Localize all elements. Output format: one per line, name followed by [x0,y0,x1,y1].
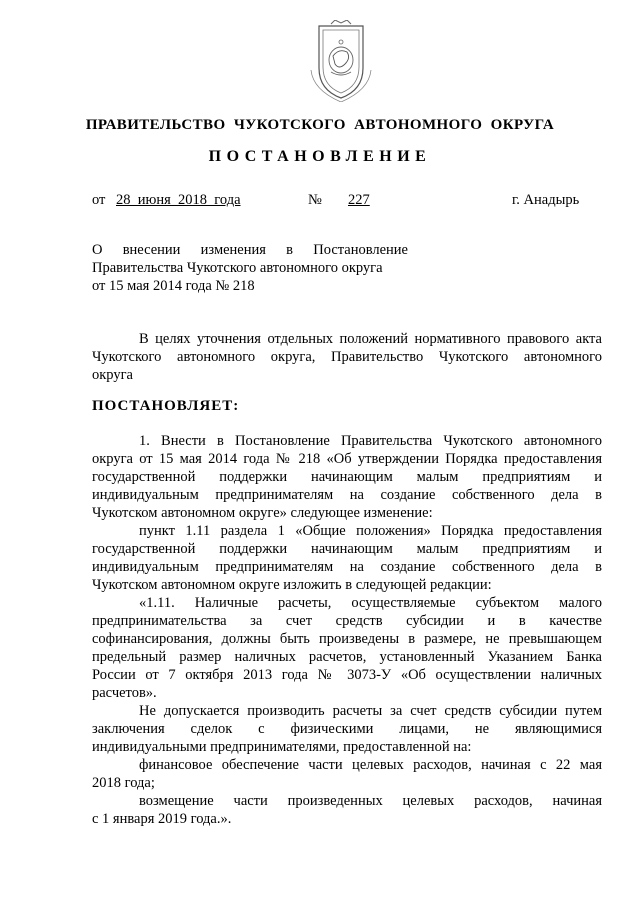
paragraph-line: с 1 января 2019 года.». [92,811,232,827]
paragraph-line: пункт 1.11 раздела 1 «Общие положения» Порядка предоставления [139,523,602,539]
paragraph-line: 1. Внести в Постановление Правительства Чукотского автономного [139,433,602,449]
coat-of-arms-icon [305,20,377,102]
paragraph-line: расчетов». [92,685,157,701]
paragraph-line: индивидуальными предпринимателями, предоставленной на: [92,739,472,755]
document-subject [92,241,408,295]
paragraph-line: 2018 года; [92,775,155,791]
preamble [92,330,602,384]
preamble-line: Чукотского автономного округа, Правительство Чукотского автономного [92,349,602,365]
paragraph-line: финансовое обеспечение части целевых расходов, начиная с 22 мая [139,757,602,773]
document-date [110,191,273,209]
subject-line: Правительства Чукотского автономного округа [92,260,383,276]
paragraph-line: округа от 15 мая 2014 года № 218 «Об утверждении Порядка предоставления [92,451,602,467]
paragraph-line: Чукотском автономном округе» следующее изменение: [92,505,433,521]
paragraph-line: Чукотском автономном округе изложить в следующей редакции: [92,577,492,593]
document-number [328,191,398,209]
subject-line: от 15 мая 2014 года № 218 [92,278,255,294]
subject-line: О внесении изменения в Постановление [92,242,408,258]
paragraph-line: предельный размер наличных расчетов, установленный Указанием Банка [92,649,602,665]
preamble-line: В целях уточнения отдельных положений нормативного правового акта [139,331,602,347]
document-body [92,432,602,828]
number-label: № [308,192,322,208]
document-type: ПОСТАНОВЛЕНИЕ [208,148,432,165]
paragraph-line: индивидуальным предпринимателям на создание собственного дела в [92,487,602,503]
paragraph-line: индивидуальным предпринимателям на создание собственного дела в [92,559,602,575]
paragraph-line: России от 7 октября 2013 года № 3073-У «Об осуществлении наличных [92,667,602,683]
preamble-line: округа [92,367,133,383]
document-date-text: 28 июня 2018 года [116,192,241,208]
paragraph-line: возмещение части произведенных целевых расходов, начиная [139,793,602,809]
paragraph-line: государственной поддержки начинающим малым предприятиям и [92,469,602,485]
document-number-text: 227 [348,192,370,208]
paragraph-line: предпринимательства за счет средств субсидии и в качестве [92,613,602,629]
date-label: от [92,192,106,208]
paragraph-line: государственной поддержки начинающим малым предприятиям и [92,541,602,557]
paragraph-line: Не допускается производить расчеты за счет средств субсидии путем [139,703,602,719]
paragraph-line: «1.11. Наличные расчеты, осуществляемые субъектом малого [139,595,602,611]
government-title: ПРАВИТЕЛЬСТВО ЧУКОТСКОГО АВТОНОМНОГО ОКРУГА [85,117,555,133]
paragraph-line: софинансирования, должны быть произведены в размере, не превышающем [92,631,602,647]
city: г. Анадырь [512,192,580,208]
resolves-heading: ПОСТАНОВЛЯЕТ: [92,398,240,414]
paragraph-line: заключения сделок с физическими лицами, не являющимися [92,721,602,737]
